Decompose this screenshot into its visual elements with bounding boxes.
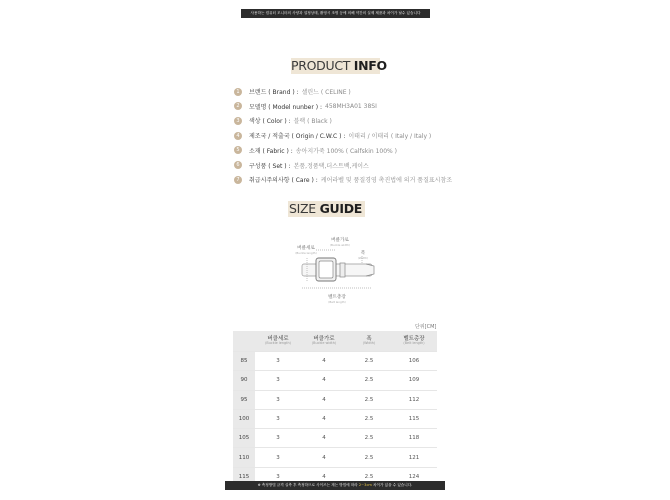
buckle-width-cell: 4: [301, 429, 347, 448]
width-cell: 2.5: [347, 409, 391, 428]
belt-length-label: 벨트총장: [328, 295, 346, 300]
buckle-length-label: 버클세로: [297, 246, 315, 251]
info-row: [234, 145, 397, 156]
buckle-length-cell: 3: [255, 448, 301, 467]
info-row-value: 케어라벨 및 품질경영 촉진법에 의거 품질표시참조: [320, 177, 453, 185]
info-row-value: 송아지가죽 100% ( Calfskin 100% ): [295, 147, 397, 155]
buckle-length-cell: 3: [255, 467, 301, 486]
strap-tip: [366, 264, 374, 276]
info-row-number: 6: [234, 161, 242, 169]
width-sub: (Width): [357, 256, 369, 260]
header-label: 버클가로: [313, 335, 335, 342]
info-row-number: 5: [234, 146, 242, 154]
size-table-header-row: [233, 331, 437, 352]
table-row: [233, 352, 437, 371]
belt-length-sub: (Belt length): [328, 300, 346, 304]
belt-diagram: [292, 232, 380, 307]
header-label: 벨트총장: [403, 335, 425, 342]
width-cell: 2.5: [347, 371, 391, 390]
info-row-number: 2: [234, 102, 242, 110]
buckle-width-cell: 4: [301, 467, 347, 486]
info-row-value: 블랙 ( Black ): [293, 118, 332, 126]
header-sub: (Belt length): [403, 341, 425, 346]
buckle-length-cell: 3: [255, 371, 301, 390]
info-row-value: 셀린느 ( CELINE ): [301, 89, 351, 96]
info-row: [234, 130, 431, 141]
header-label: 폭: [366, 335, 372, 342]
header-belt-length: [391, 331, 437, 352]
buckle-length-cell: 3: [255, 352, 301, 371]
bottom-notice-before: ※ 측정방법 규격 실측 후 측정하므로 사이즈는 재는 방법에 따라: [257, 483, 359, 487]
buckle-length-cell: 3: [255, 429, 301, 448]
width-cell: 2.5: [347, 352, 391, 371]
width-cell: 2.5: [347, 390, 391, 409]
width-cell: 2.5: [347, 448, 391, 467]
width-label: 폭: [360, 251, 366, 256]
header-buckle-length: [255, 331, 301, 352]
size-cell: 90: [233, 371, 255, 390]
belt-length-cell: 106: [391, 352, 437, 371]
buckle-width-cell: 4: [301, 371, 347, 390]
size-table: [233, 331, 437, 487]
header-buckle-width: [301, 331, 347, 352]
buckle-width-cell: 4: [301, 409, 347, 428]
table-row: [233, 390, 437, 409]
size-cell: 105: [233, 429, 255, 448]
size-guide-title-light: SIZE: [289, 201, 320, 216]
unit-label: 단위[CM]: [415, 324, 437, 330]
belt-length-cell: 109: [391, 371, 437, 390]
table-row: [233, 371, 437, 390]
size-table-header-corner: [233, 331, 255, 352]
header-sub: (Buckle length): [265, 341, 291, 346]
size-cell: 100: [233, 409, 255, 428]
header-label: 버클세로: [267, 335, 289, 342]
info-row: [234, 174, 452, 185]
width-cell: 2.5: [347, 429, 391, 448]
buckle-width-label: 버클가로: [331, 238, 349, 243]
belt-length-cell: 118: [391, 429, 437, 448]
info-row-key: 모델명 ( Model nunber ) :: [249, 103, 323, 111]
size-cell: 115: [233, 467, 255, 486]
info-row: [234, 115, 332, 126]
buckle-length-cell: 3: [255, 390, 301, 409]
product-info-title-light: PRODUCT: [291, 58, 354, 73]
info-row: [234, 101, 377, 112]
size-cell: 110: [233, 448, 255, 467]
info-row-key: 취급시주의사항 ( Care ) :: [249, 177, 318, 185]
info-row-value: 458MH3A01 38SI: [325, 102, 377, 110]
product-info-title-bold: INFO: [353, 58, 387, 73]
table-row: [233, 448, 437, 467]
buckle-length-sub: (Buckle length): [295, 251, 317, 255]
header-width: [347, 331, 391, 352]
info-row-key: 제조국 / 적출국 ( Origin / C.W.C ) :: [249, 133, 346, 141]
size-guide-title: [289, 201, 362, 216]
product-info-title: [291, 58, 387, 73]
belt-length-cell: 121: [391, 448, 437, 467]
info-row-key: 색상 ( Color ) :: [249, 118, 291, 126]
buckle-length-cell: 3: [255, 409, 301, 428]
belt-length-cell: 115: [391, 409, 437, 428]
bottom-notice-after: 차이가 있을 수 있습니다.: [371, 483, 413, 487]
info-row-number: 3: [234, 117, 242, 125]
info-row-key: 구성품 ( Set ) :: [249, 162, 291, 170]
info-row-key: 소재 ( Fabric ) :: [249, 147, 293, 155]
info-row: [234, 160, 369, 171]
size-guide-title-bold: GUIDE: [319, 201, 363, 216]
buckle-width-cell: 4: [301, 448, 347, 467]
belt-length-cell: 124: [391, 467, 437, 486]
top-notice-text: 사용하는 컴퓨터 모니터의 사양과 설정상태, 촬영시 조명 등에 의해 약간의 실제 제품과 차이가 날수 있습니다: [250, 11, 421, 15]
buckle-width-cell: 4: [301, 352, 347, 371]
info-row-number: 7: [234, 176, 242, 184]
buckle-width-sub: (Buckle width): [329, 243, 351, 247]
info-row-value: 이태리 / 이태리 ( Italy / Italy ): [348, 133, 432, 141]
info-row-key: 브랜드 ( Brand ) :: [249, 89, 299, 96]
info-row-value: 본품,정품택,더스트백,케이스: [293, 162, 369, 170]
top-notice-bar: [241, 9, 430, 18]
bottom-notice-bar: [225, 481, 445, 490]
info-row: [234, 86, 351, 97]
belt-length-cell: 112: [391, 390, 437, 409]
buckle-inner: [319, 261, 333, 278]
size-cell: 95: [233, 390, 255, 409]
header-sub: (Width): [362, 341, 376, 346]
belt-body: [302, 264, 372, 276]
table-row: [233, 409, 437, 428]
size-cell: 85: [233, 352, 255, 371]
header-sub: (Buckle width): [311, 341, 337, 346]
width-cell: 2.5: [347, 467, 391, 486]
bottom-notice-highlight: 2~3cm: [358, 483, 372, 487]
belt-loop: [340, 263, 345, 277]
buckle-width-cell: 4: [301, 390, 347, 409]
info-row-number: 1: [234, 88, 242, 96]
table-row: [233, 429, 437, 448]
info-row-number: 4: [234, 132, 242, 140]
